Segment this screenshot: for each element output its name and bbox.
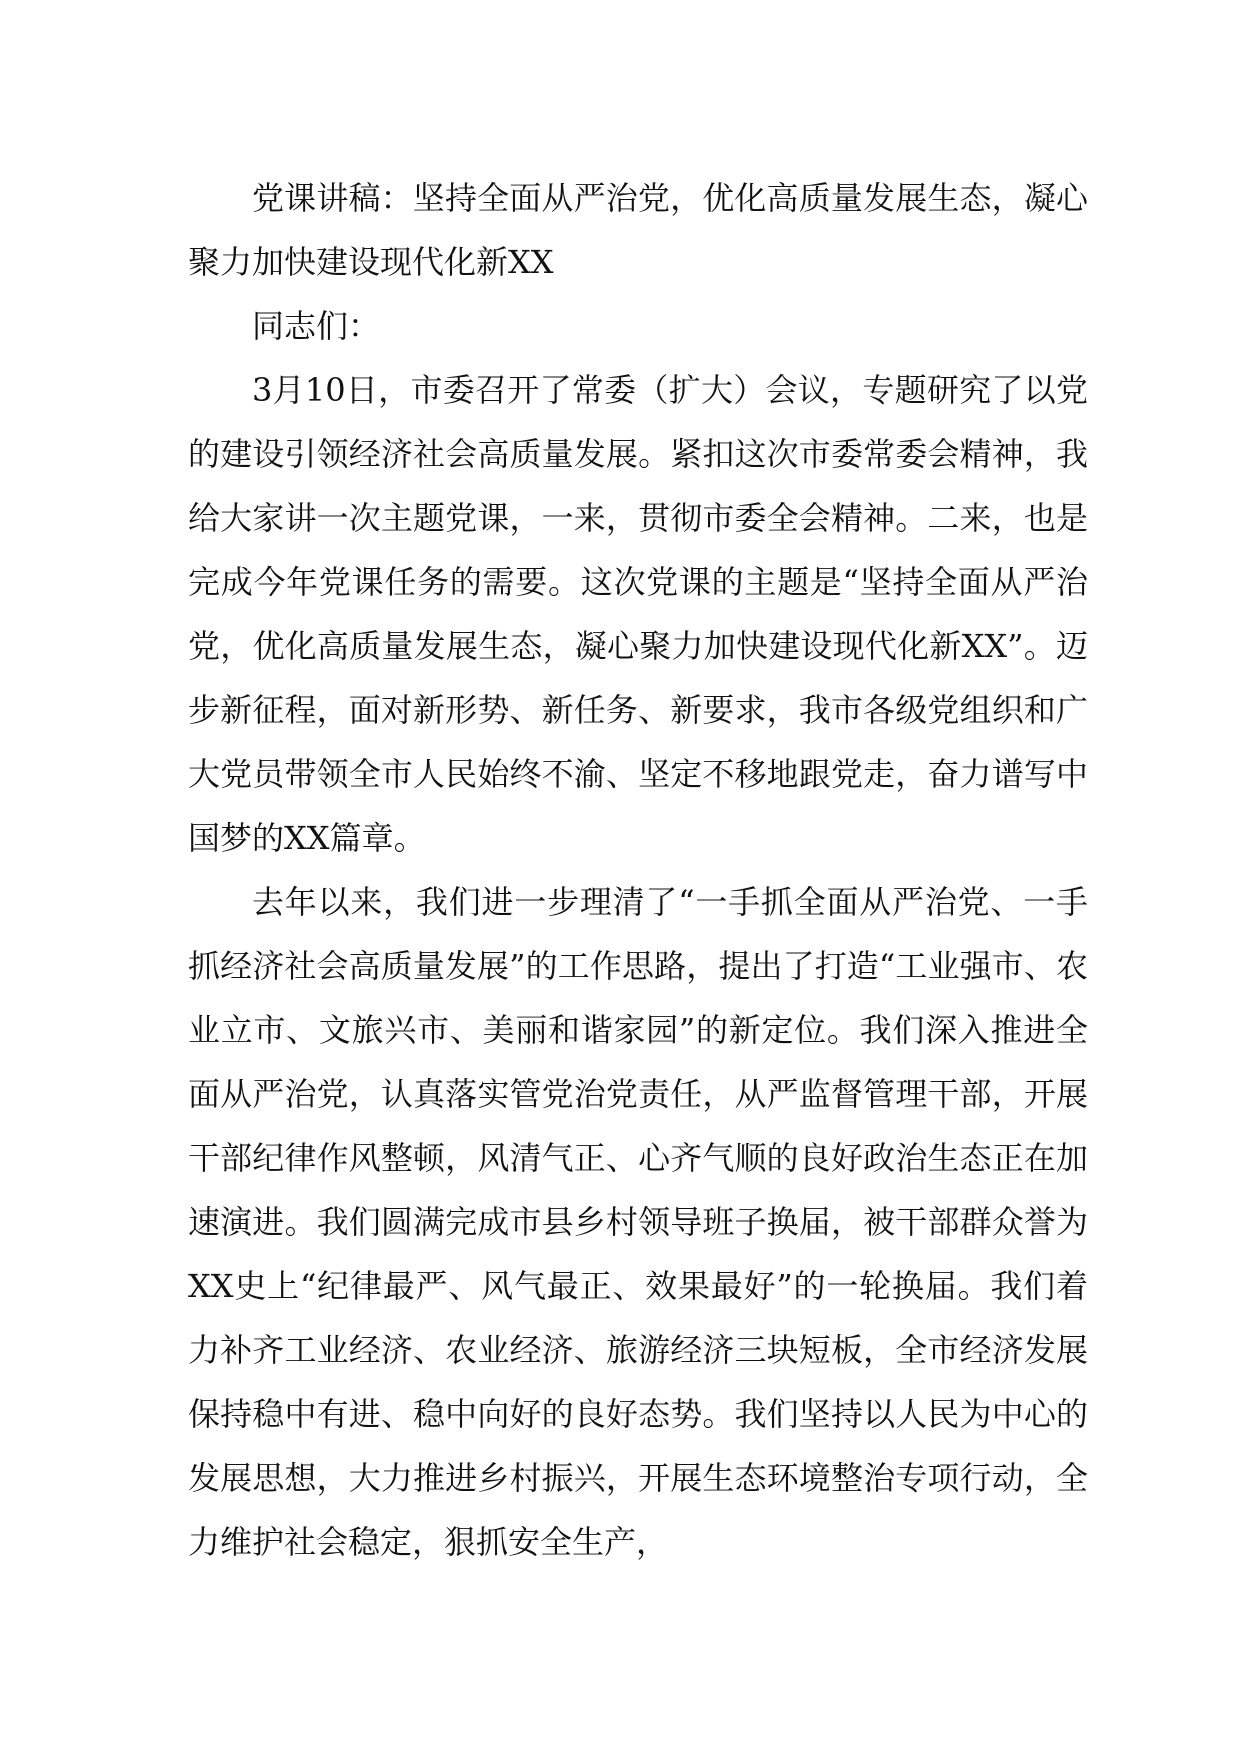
salutation: 同志们： [252, 307, 381, 345]
document-body [188, 166, 1088, 1574]
document-title: 党课讲稿：坚持全面从严治党，优化高质量发展生态，凝心聚力加快建设现代化新XX [188, 179, 1088, 281]
paragraph-1: 3月10日，市委召开了常委（扩大）会议，专题研究了以党的建设引领经济社会高质量发展。紧扣这次市委常委会精神，我给大家讲一次主题党课，一来，贯彻市委全会精神。二来，也是完成今年党课任务的需要。这次党课的主题是“坚持全面从严治党，优化高质量发展生态，凝心聚力加快建设现代化新XX”。迈步新征程，面对新形势、新任务、新要求，我市各级党组织和广大党员带领全市人民始终不渝、坚定不移地跟党走，奋力谱写中国梦的XX篇章。 [188, 371, 1088, 857]
paragraph-2: 去年以来，我们进一步理清了“一手抓全面从严治党、一手抓经济社会高质量发展”的工作思路，提出了打造“工业强市、农业立市、文旅兴市、美丽和谐家园”的新定位。我们深入推进全面从严治党，认真落实管党治党责任，从严监督管理干部，开展干部纪律作风整顿，风清气正、心齐气顺的良好政治生态正在加速演进。我们圆满完成市县乡村领导班子换届，被干部群众誉为XX史上“纪律最严、风气最正、效果最好”的一轮换届。我们着力补齐工业经济、农业经济、旅游经济三块短板，全市经济发展保持稳中有进、稳中向好的良好态势。我们坚持以人民为中心的发展思想，大力推进乡村振兴，开展生态环境整治专项行动，全力维护社会稳定，狠抓安全生产， [188, 883, 1088, 1561]
